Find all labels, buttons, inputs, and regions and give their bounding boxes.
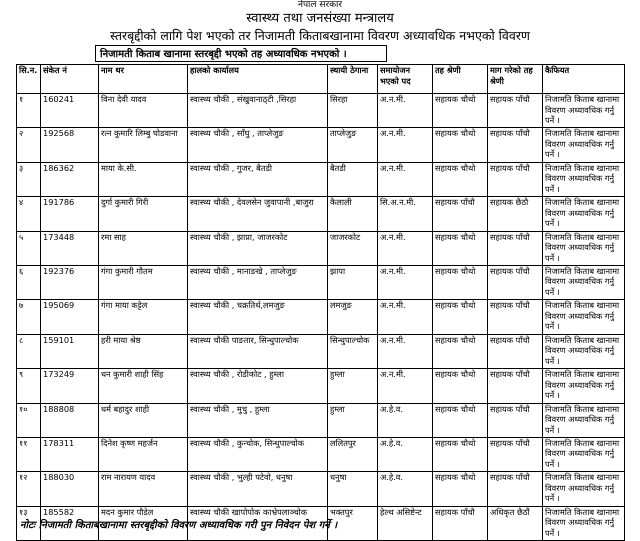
cell-post: अ.हे.व. [378, 437, 433, 471]
cell-name: धन कुमारी शाही सिंह [99, 369, 188, 403]
cell-sn: ४ [17, 197, 41, 231]
table-row [17, 265, 625, 299]
cell-post: अ.न.मी. [378, 231, 433, 265]
table-row [17, 94, 625, 128]
cell-name: रत्न कुमारि लिम्बु घोडवाना [99, 128, 188, 162]
cell-level: सहायक पाँचौ [433, 197, 488, 231]
cell-level: सहायक चौथो [433, 403, 488, 437]
cell-level: सहायक चौथो [433, 472, 488, 506]
cell-code: 159101 [41, 334, 99, 368]
cell-office: स्वास्थ्य चौकी , चक्रतिर्थ,लमजुङ [188, 300, 328, 334]
cell-requested: सहायक पाँचौ [488, 128, 543, 162]
cell-name: राम नारायण यादव [99, 472, 188, 506]
cell-level: सहायक चौथो [433, 162, 488, 196]
cell-name: रमा साह [99, 231, 188, 265]
section-subtitle: निजामती किताब खानामा स्तरबृद्दी भएको तह अध्यावधिक नभएको । [95, 45, 387, 62]
table-row [17, 231, 625, 265]
cell-post: अ.न.मी. [378, 300, 433, 334]
cell-sn: ९ [17, 369, 41, 403]
cell-remark: निजामति किताब खानामा विवरण अध्यावधिक गर्नु पर्ने । [543, 265, 625, 299]
cell-post: अ.न.मी. [378, 128, 433, 162]
cell-post: अ.न.मी. [378, 369, 433, 403]
cell-office: स्वास्थ्य चौकी खापोपोक काभ्रेपलाञ्चोक [188, 506, 328, 540]
cell-address: लमजुङ [328, 300, 378, 334]
cell-level: सहायक चौथो [433, 94, 488, 128]
cell-address: ललितपुर [328, 437, 378, 471]
cell-name: मदन कुमार पौडेल [99, 506, 188, 540]
cell-level: सहायक पाँचौ [433, 506, 488, 540]
cell-post: अ.न.मी. [378, 265, 433, 299]
table-row [17, 472, 625, 506]
cell-code: 173448 [41, 231, 99, 265]
table-row [17, 437, 625, 471]
cell-requested: सहायक पाँचौ [488, 265, 543, 299]
cell-office: स्वास्थ्य चौकी , भुल्ही पटेवो, धनुषा [188, 472, 328, 506]
cell-post: हेल्थ असिष्टेन्ट [378, 506, 433, 540]
table-row [17, 197, 625, 231]
cell-address: जाजरकोट [328, 231, 378, 265]
cell-address: सिन्धुपाल्चोक [328, 334, 378, 368]
table-row [17, 162, 625, 196]
cell-remark: निजामति किताब खानामा विवरण अध्यावधिक गर्नु पर्ने । [543, 506, 625, 540]
cell-post: अ.न.मी. [378, 162, 433, 196]
cell-address: भक्तपुर [328, 506, 378, 540]
cell-code: 160241 [41, 94, 99, 128]
column-header: माग गरेको तह श्रेणी [488, 65, 543, 94]
cell-remark: निजामति किताब खानामा विवरण अध्यावधिक गर्नु पर्ने । [543, 334, 625, 368]
cell-code: 188808 [41, 403, 99, 437]
cell-name: धर्म बहादुर शाही [99, 403, 188, 437]
column-header: संकेत नं [41, 65, 99, 94]
cell-level: सहायक चौथो [433, 265, 488, 299]
cell-level: सहायक चौथो [433, 231, 488, 265]
cell-requested: सहायक पाँचौ [488, 162, 543, 196]
cell-level: सहायक चौथो [433, 128, 488, 162]
column-header: सि.न. [17, 65, 41, 94]
cell-requested: सहायक पाँचौ [488, 403, 543, 437]
column-header: स्थायी ठेगाना [328, 65, 378, 94]
cell-sn: १० [17, 403, 41, 437]
cell-requested: सहायक पाँचौ [488, 369, 543, 403]
cell-remark: निजामति किताब खानामा विवरण अध्यावधिक गर्नु पर्ने । [543, 231, 625, 265]
cell-sn: ६ [17, 265, 41, 299]
records-table [16, 64, 625, 541]
cell-address: धनुषा [328, 472, 378, 506]
cell-remark: निजामति किताब खानामा विवरण अध्यावधिक गर्नु पर्ने । [543, 403, 625, 437]
cell-office: स्वास्थ्य चौकी , संखुवानाठ्टी ,सिरहा [188, 94, 328, 128]
cell-name: विना देवी यादव [99, 94, 188, 128]
cell-sn: ११ [17, 437, 41, 471]
cell-remark: निजामति किताब खानामा विवरण अध्यावधिक गर्नु पर्ने । [543, 162, 625, 196]
cell-requested: सहायक पाँचौ [488, 472, 543, 506]
cell-remark: निजामति किताब खानामा विवरण अध्यावधिक गर्नु पर्ने । [543, 128, 625, 162]
cell-code: 191786 [41, 197, 99, 231]
cell-address: हुम्ला [328, 369, 378, 403]
cell-address: झापा [328, 265, 378, 299]
cell-level: सहायक चौथो [433, 300, 488, 334]
cell-sn: १३ [17, 506, 41, 540]
cell-code: 186362 [41, 162, 99, 196]
cell-code: 178311 [41, 437, 99, 471]
cell-office: स्वास्थ्य चौकी , झाप्रा, जाजरकोट [188, 231, 328, 265]
table-row [17, 128, 625, 162]
cell-remark: निजामति किताब खानामा विवरण अध्यावधिक गर्नु पर्ने । [543, 197, 625, 231]
table-row [17, 334, 625, 368]
cell-address: ताप्लेजुङ [328, 128, 378, 162]
column-header: नाम थर [99, 65, 188, 94]
cell-post: अ.न.मी. [378, 94, 433, 128]
cell-sn: १ [17, 94, 41, 128]
cell-level: सहायक चौथो [433, 334, 488, 368]
cell-remark: निजामति किताब खानामा विवरण अध्यावधिक गर्नु पर्ने । [543, 369, 625, 403]
table-row [17, 300, 625, 334]
cell-office: स्वास्थ्य चौकी , साँघु , ताप्लेजुङ [188, 128, 328, 162]
cell-address: बैतडी [328, 162, 378, 196]
cell-name: गंगा कुमारी गौतम [99, 265, 188, 299]
cell-requested: सहायक पाँचौ [488, 94, 543, 128]
cell-requested: सहायक पाँचौ [488, 231, 543, 265]
cell-post: अ.हे.व. [378, 403, 433, 437]
cell-sn: ७ [17, 300, 41, 334]
cell-level: सहायक चौथो [433, 437, 488, 471]
column-header: कैफियत [543, 65, 625, 94]
cell-office: स्वास्थ्य चौकी , गुजर, बैतडी [188, 162, 328, 196]
cell-address: हुम्ला [328, 403, 378, 437]
cell-name: गंगा माया कट्टेल [99, 300, 188, 334]
column-header: समायोजन भएको पद [378, 65, 433, 94]
cell-requested: सहायक पाँचौ [488, 334, 543, 368]
cell-sn: ३ [17, 162, 41, 196]
cell-requested: सहायक पाँचौ [488, 300, 543, 334]
column-header: तह श्रेणी [433, 65, 488, 94]
cell-address: कैलाली [328, 197, 378, 231]
cell-code: 192376 [41, 265, 99, 299]
cell-post: सि.अ.न.मी. [378, 197, 433, 231]
cell-remark: निजामति किताब खानामा विवरण अध्यावधिक गर्नु पर्ने । [543, 437, 625, 471]
cell-name: माया के.सी. [99, 162, 188, 196]
cell-office: स्वास्थ्य चौकी पाङतार, सिन्धुपाल्चोक [188, 334, 328, 368]
cell-sn: २ [17, 128, 41, 162]
cell-sn: १२ [17, 472, 41, 506]
column-header: हालको कार्यालय [188, 65, 328, 94]
cell-code: 185582 [41, 506, 99, 540]
cell-office: स्वास्थ्य चौकी , रोडीकोट , हुम्ला [188, 369, 328, 403]
cell-requested: अधिकृत छैठौं [488, 506, 543, 540]
cell-post: अ.न.मी. [378, 334, 433, 368]
table-row [17, 403, 625, 437]
document-title: स्तरबृद्दीको लागि पेश भएको तर निजामती किताबखानामा विवरण अध्यावधिक नभएको विवरण [110, 28, 530, 43]
cell-address: सिरहा [328, 94, 378, 128]
government-label: नेपाल सरकार [297, 0, 343, 10]
cell-name: दुर्गा कुमारी गिरी [99, 197, 188, 231]
cell-requested: सहायक छैठौ [488, 197, 543, 231]
cell-level: सहायक चौथो [433, 369, 488, 403]
table-header-row [17, 65, 625, 94]
cell-office: स्वास्थ्य चौकी , मुचु , हुम्ला [188, 403, 328, 437]
cell-code: 192568 [41, 128, 99, 162]
cell-code: 173249 [41, 369, 99, 403]
cell-office: स्वास्थ्य चौकी , देवलसेन जुवापानी ,बाजुरा [188, 197, 328, 231]
cell-post: अ.हे.व. [378, 472, 433, 506]
cell-code: 195069 [41, 300, 99, 334]
cell-sn: ८ [17, 334, 41, 368]
ministry-title: स्वास्थ्य तथा जनसंख्या मन्त्रालय [246, 11, 394, 26]
cell-remark: निजामति किताब खानामा विवरण अध्यावधिक गर्नु पर्ने । [543, 472, 625, 506]
cell-requested: सहायक पाँचौ [488, 437, 543, 471]
cell-office: स्वास्थ्य चौकी , मानाङखे , ताप्लेजुङ [188, 265, 328, 299]
cell-sn: ५ [17, 231, 41, 265]
table-row [17, 369, 625, 403]
footer-note: नोटः निजामती किताबखानामा स्तरबृद्दीको विवरण अध्यावधिक गरी पुन निवेदन पेश गर्ने । [20, 520, 338, 531]
cell-remark: निजामति किताब खानामा विवरण अध्यावधिक गर्नु पर्ने । [543, 300, 625, 334]
cell-name: हरी माया श्रेष्ठ [99, 334, 188, 368]
cell-remark: निजामति किताब खानामा विवरण अध्यावधिक गर्नु पर्ने । [543, 94, 625, 128]
cell-name: दिनेश कृष्ण महर्जन [99, 437, 188, 471]
cell-office: स्वास्थ्य चौकी , कुन्चोक, सिन्धुपाल्चोक [188, 437, 328, 471]
cell-code: 188030 [41, 472, 99, 506]
